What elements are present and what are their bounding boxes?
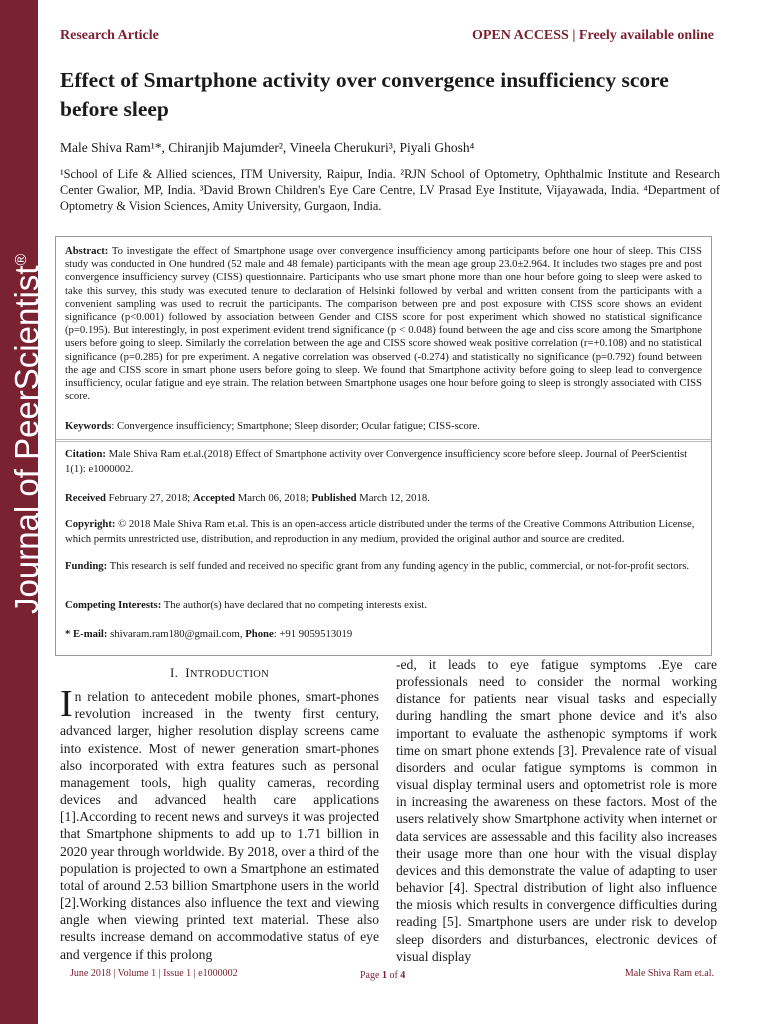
keywords-label: Keywords [65, 420, 112, 432]
keywords [65, 420, 702, 433]
top-header [60, 28, 714, 46]
intro-column-left [60, 664, 379, 963]
email-link[interactable]: shivaram.ram180@gmail.com, [110, 628, 243, 640]
article-type: Research Article [60, 28, 159, 43]
abstract-box [55, 236, 712, 656]
citation-label: Citation: [65, 448, 106, 460]
intro-paragraph: n relation to antecedent mobile phones, smart-phones revolution increased in the twenty first century, advanced larger, higher resolution display screens came into existence. Most of newer generation smart-phones also incorporated with extra features such as personal management tools, high quality cameras, recording devices and advanced health care applications [1].According to recent news and surveys it was projected that Smartphone shipments to add up to 1.71 billion in 2020 year through worldwide. By 2018, over a third of the population is projected to own a Smartphone an estimated total of around 2.53 billion Smartphone users in the world [2].Working distances also influence the text and viewing angle when viewing printed text material. These also results increase demand on accommodative status of eye and vergence if this prolong [60, 689, 379, 962]
open-access-label: OPEN ACCESS | Freely available online [471, 28, 714, 43]
citation-text: Male Shiva Ram et.al.(2018) Effect of Smartphone activity over Convergence insufficiency score before sleep. Journal of PeerScientist 1(1): e1000002. [65, 448, 688, 475]
dates: Received February 27, 2018; Accepted March 06, 2018; Published March 12, 2018. [65, 492, 430, 504]
article-title: Effect of Smartphone activity over convergence insufficiency score before sleep [60, 68, 669, 121]
competing-interests [65, 598, 702, 613]
copyright [65, 517, 702, 547]
abstract [65, 245, 702, 403]
divider [56, 439, 711, 440]
affiliations: ¹School of Life & Allied sciences, ITM University, Raipur, India. ²RJN School of Optometry, Ophthalmic Institute and Research Center Gwalior, MP, India. ³David Brown Children's Eye Care Centre, LV Prasad Eye Institute, Vijayawada, India. ⁴Department of Optometry & Vision Sciences, Amity University, Gurgaon, India. [60, 167, 720, 213]
copyright-label: Copyright: [65, 518, 116, 530]
page-number: Page 1 of 4 [360, 970, 406, 981]
funding-text: This research is self funded and received no specific grant from any funding agency in the public, commercial, or not-for-profit sectors. [109, 560, 690, 572]
competing-label: Competing Interests: [65, 599, 162, 611]
funding-label: Funding: [65, 560, 108, 572]
abstract-label: Abstract: [65, 245, 109, 257]
section-heading: I. INTRODUCTION [169, 665, 270, 680]
email-label: * E-mail: [65, 628, 108, 640]
drop-cap: I [60, 683, 73, 726]
abstract-text: To investigate the effect of Smartphone usage over convergence insufficiency among participants before one hour of sleep. This CISS study was conducted in One hundred (52 male and 48 female) participants with the mean age group 23.0±2.964. It includes two stages pre and post convergence insufficiency survey (CISS) questionnaire. Participants who use smart phone more than one hour before going to sleep were asked to take this survey, this study was executed tenure to declaration of Helsinki followed by verbal and written consent from the participants with a convenient sampling was used to recruit the participants. The comparison between pre and post exposure with CISS score shows an evident significance (p<0.001) followed by association between Gender and CISS score for post experiment which showed no statistical significance (p=0.195). But interestingly, in post experiment evident trend significance (p < 0.048) found between the age and ciss score among the Smartphone users before going to sleep. Similarly the correlation between the age and CISS score showed weak positive correlation (r=+0.108) and no statistical significance (p=0.285) for pre experiment. A negative correlation was observed (-0.274) and statistically no significance (p=0.792) found between the age and CISS score in smart phone users before going to sleep. We found that Smartphone activity before going to sleep lead to convergence insufficiency, ocular fatigue and eye strain. The relation between Smartphone usages one hour before going to sleep is strongly associated with CISS score. [65, 245, 702, 403]
phone-number: : +91 9059513019 [273, 628, 353, 640]
divider [56, 441, 711, 442]
journal-name-vertical: Journal of PeerScientist® [8, 253, 45, 614]
author-list: Male Shiva Ram¹*, Chiranjib Majumder², Vineela Cherukuri³, Piyali Ghosh⁴ [60, 140, 475, 155]
citation [65, 447, 702, 477]
issue-info: June 2018 | Volume 1 | Issue 1 | e1000002 [70, 968, 238, 979]
phone-label: Phone [245, 628, 274, 640]
running-author: Male Shiva Ram et.al. [624, 968, 714, 979]
page-footer [60, 968, 714, 982]
intro-paragraph-continued: -ed, it leads to eye fatigue symptoms .Eye care professionals need to consider the normal working distance for patients near visual tasks and especially during handling the smart phone device and it's also important to evaluate the asthenopic symptoms if work time on smart phone extends [3]. Prevalence rate of visual disorders and ocular fatigue symptoms is common in visual display terminal users and optometrist role is more in increasing the awareness on these factors. Most of the users relatively show Smartphone activity when internet or data services are assessable and this facility also increases their usage more than one hour with the visual display devices and this demonstrate the value of adapting to user behavior [4]. Spectral distribution of light also influence the miosis which results in convergence difficulties during reading [5]. Smartphone users are under risk to develop sleep disorders and disturbances, electronic devices of visual display [396, 657, 717, 964]
intro-column-right [396, 656, 717, 965]
contact [65, 627, 702, 642]
funding [65, 559, 702, 574]
journal-sidebar [0, 0, 45, 1024]
keywords-text: : Convergence insufficiency; Smartphone; Sleep disorder; Ocular fatigue; CISS-score. [111, 420, 480, 432]
copyright-text: © 2018 Male Shiva Ram et.al. This is an open-access article distributed under the terms of the Creative Commons Attribution License, which permits unrestricted use, distribution, and reproduction in any medium, provided the original author and source are credited. [65, 518, 695, 545]
competing-text: The author(s) have declared that no competing interests exist. [163, 599, 428, 611]
